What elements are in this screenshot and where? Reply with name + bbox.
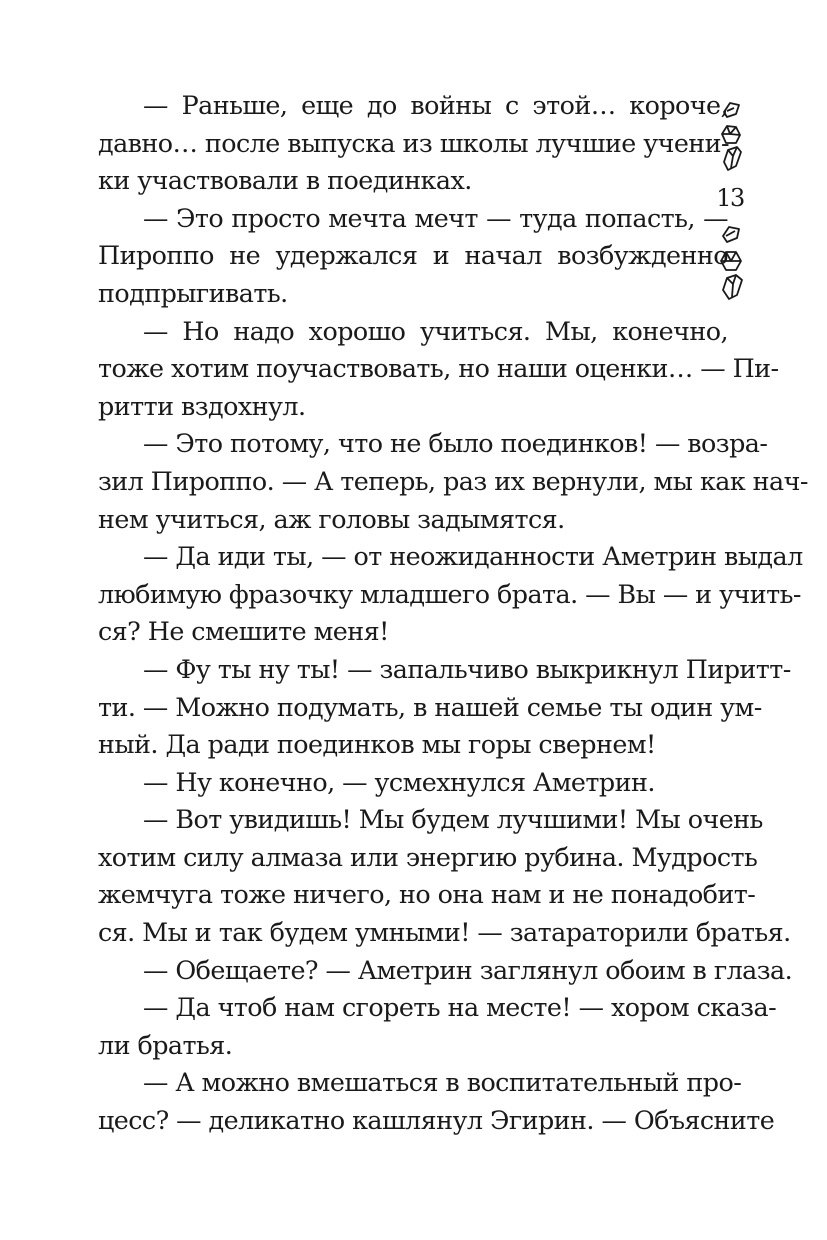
- gem-ornament-top: [712, 100, 748, 174]
- text-line: — Обещаете? — Аметрин заглянул обоим в глаза.: [143, 954, 793, 985]
- text-line: — Фу ты ну ты! — запальчиво выкрикнул Пиритт-: [143, 653, 791, 684]
- text-line: — Это потому, что не было поединков! — возра-: [143, 428, 768, 459]
- gem-ornament-bottom: [712, 224, 748, 304]
- page-margin-ornament: [712, 100, 748, 304]
- text-line: — А можно вмешаться в воспитательный про-: [143, 1067, 742, 1098]
- gem-cluster-icon: [712, 224, 748, 304]
- text-line: ся. Мы и так будем умными! — затараторили братья.: [98, 917, 791, 948]
- text-line: ся? Не смешите меня!: [98, 616, 389, 647]
- text-line: Пироппо не удержался и начал возбужденно: [98, 240, 728, 271]
- text-line: — Ну конечно, — усмехнулся Аметрин.: [143, 766, 655, 797]
- text-line: — Да чтоб нам сгореть на месте! — хором сказа-: [143, 992, 777, 1023]
- text-line: тоже хотим поучаствовать, но наши оценки… — Пи-: [98, 353, 779, 384]
- text-line: ритти вздохнул.: [98, 390, 306, 421]
- text-line: зил Пироппо. — А теперь, раз их вернули, мы как нач-: [98, 465, 808, 496]
- gem-cluster-icon: [712, 100, 748, 174]
- text-line: — Раньше, еще до войны с этой… короче,: [143, 90, 728, 120]
- text-line: давно… после выпуска из школы лучшие учени-: [98, 127, 730, 158]
- text-line: хотим силу алмаза или энергию рубина. Мудрость: [98, 841, 758, 872]
- text-line: — Да иди ты, — от неожиданности Аметрин выдал: [143, 541, 803, 572]
- text-line: — Это просто мечта мечт — туда попасть, —: [143, 202, 728, 233]
- text-line: ли братья.: [98, 1029, 233, 1060]
- text-line: любимую фразочку младшего брата. — Вы — и учить-: [98, 578, 801, 609]
- text-line: подпрыгивать.: [98, 277, 288, 308]
- text-line: нем учиться, аж головы задымятся.: [98, 503, 565, 534]
- text-line: ти. — Можно подумать, в нашей семье ты один ум-: [98, 691, 762, 722]
- text-line: ный. Да ради поединков мы горы свернем!: [98, 729, 656, 760]
- text-line: ки участвовали в поединках.: [98, 165, 472, 196]
- page-number: 13: [716, 184, 744, 212]
- text-line: — Вот увидишь! Мы будем лучшими! Мы очень: [143, 804, 763, 835]
- text-line: цесс? — деликатно кашлянул Эгирин. — Объясните: [98, 1105, 775, 1136]
- text-line: — Но надо хорошо учиться. Мы, конечно,: [143, 315, 728, 346]
- text-line: жемчуга тоже ничего, но она нам и не понадобит-: [98, 879, 756, 910]
